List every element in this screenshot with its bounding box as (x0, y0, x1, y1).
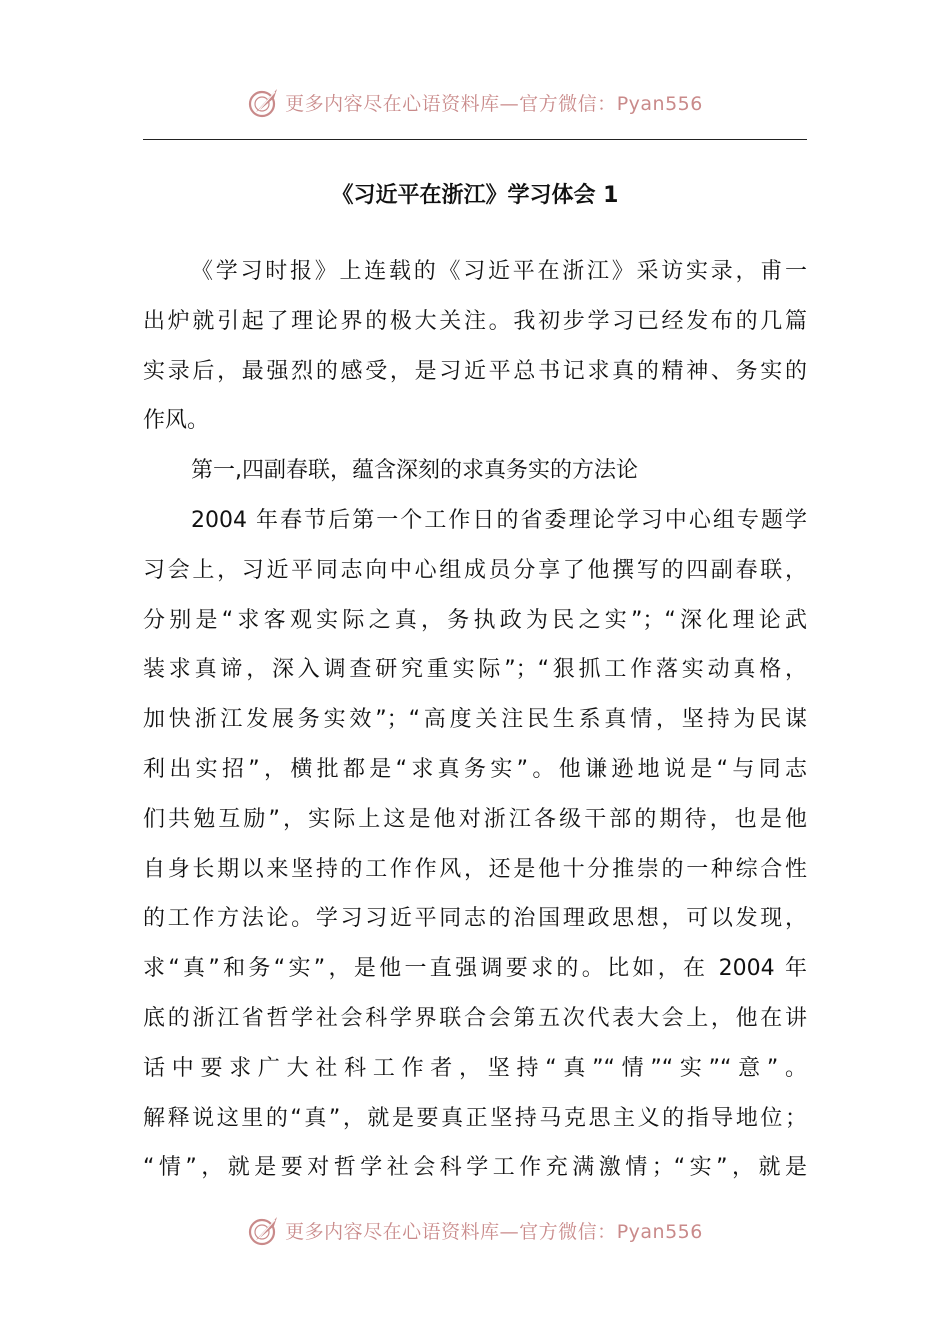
body-line: 的工作方法论。学习习近平同志的治国理政思想，可以发现， (143, 906, 807, 932)
body-line: 自身长期以来坚持的工作作风，还是他十分推崇的一种综合性 (143, 856, 807, 882)
document-title: 《习近平在浙江》学习体会 1 (331, 183, 619, 208)
body-line: 底的浙江省哲学社会科学界联合会第五次代表大会上，他在讲 (143, 1005, 807, 1031)
body-line: 作风。 (143, 408, 210, 434)
header-watermark (0, 82, 950, 122)
watermark-separator: — (499, 92, 520, 115)
body-line: 实录后，最强烈的感受，是习近平总书记求真的精神、务实的 (143, 358, 807, 384)
body-line: 第一,四副春联，蕴含深刻的求真务实的方法论 (191, 458, 638, 484)
watermark-wechat-id: Pyan556 (616, 1220, 703, 1243)
watermark-wechat-label: 官方微信： (519, 92, 617, 115)
body-line: 装求真谛，深入调查研究重实际”；“狠抓工作落实动真格， (143, 657, 807, 683)
watermark-brand: 更多内容尽在心语资料库 (285, 1220, 500, 1243)
body-line: 出炉就引起了理论界的极大关注。我初步学习已经发布的几篇 (143, 308, 807, 334)
watermark-brand: 更多内容尽在心语资料库 (285, 92, 500, 115)
body-line: 解释说这里的“真”，就是要真正坚持马克思主义的指导地位； (143, 1105, 807, 1131)
quill-pen-icon (247, 1213, 281, 1247)
watermark-text (285, 89, 703, 116)
header-divider (143, 139, 807, 140)
body-line: “情”，就是要对哲学社会科学工作充满激情；“实”，就是 (143, 1155, 807, 1181)
body-line: 2004 年春节后第一个工作日的省委理论学习中心组专题学 (191, 507, 807, 533)
body-line: 《学习时报》上连载的《习近平在浙江》采访实录，甫一 (191, 259, 807, 284)
body-line: 加快浙江发展务实效”；“高度关注民生系真情，坚持为民谋 (143, 707, 807, 733)
document-body (143, 247, 807, 1193)
watermark-wechat-id: Pyan556 (616, 92, 703, 115)
quill-pen-icon (247, 85, 281, 119)
body-line: 分别是“求客观实际之真，务执政为民之实”；“深化理论武 (143, 607, 807, 633)
body-line: 们共勉互励”，实际上这是他对浙江各级干部的期待，也是他 (143, 806, 807, 832)
body-line: 话中要求广大社科工作者，坚持“真”“情”“实”“意”。 (143, 1055, 807, 1081)
body-line: 求“真”和务“实”，是他一直强调要求的。比如，在 2004 年 (143, 956, 807, 982)
body-line: 利出实招”，横批都是“求真务实”。他谦逊地说是“与同志 (143, 756, 807, 782)
footer-watermark (0, 1210, 950, 1250)
watermark-separator: — (499, 1220, 520, 1243)
watermark-wechat-label: 官方微信： (519, 1220, 617, 1243)
watermark-text (285, 1217, 703, 1244)
body-line: 习会上，习近平同志向中心组成员分享了他撰写的四副春联， (143, 557, 807, 583)
